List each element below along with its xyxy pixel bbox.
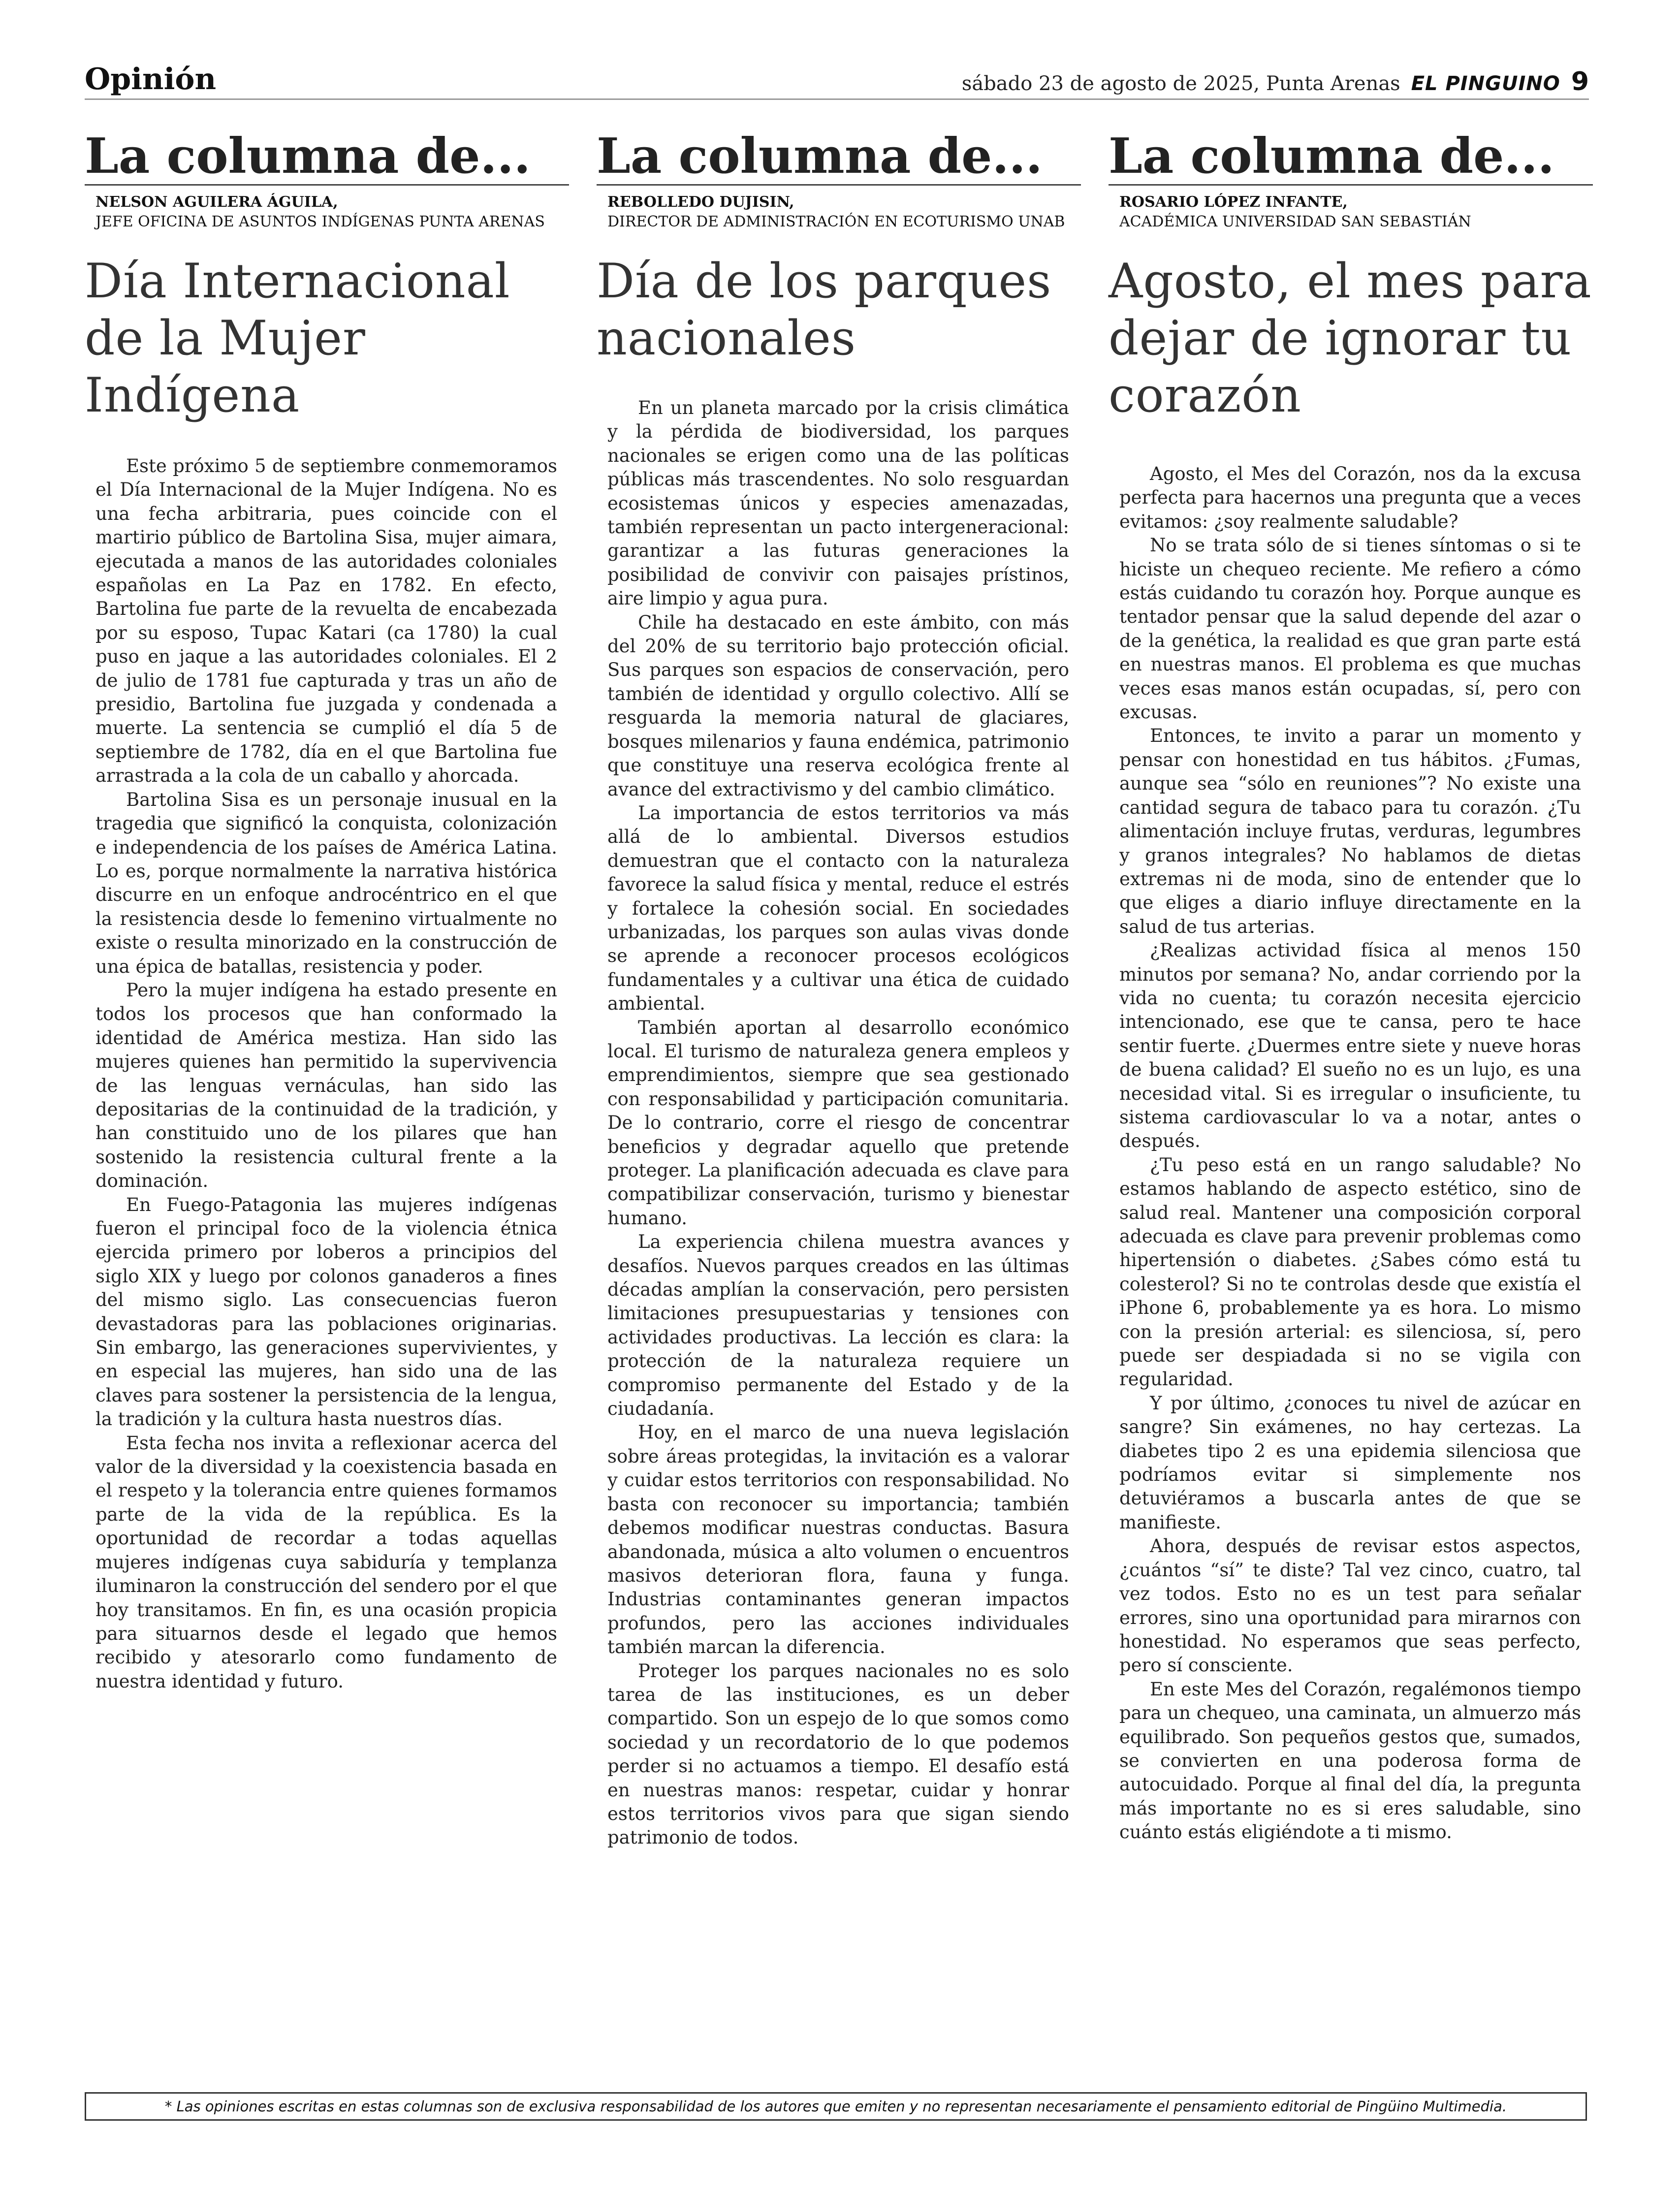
article-paragraph: También aportan al desarrollo económico local. El turismo de naturaleza genera empleos y emprendimientos, siempre que sea gestionado con responsabilidad y participación comunitaria. De lo contrario, corre el riesgo de concentrar beneficios y degradar aquello que pretende proteger. La planificación adecuada es clave para compatibilizar conservación, turismo y bienestar humano. xyxy=(607,1017,1069,1229)
article-title: Día Internacional de la Mujer Indígena xyxy=(85,254,510,423)
opinion-column-1 xyxy=(85,129,569,1693)
article-paragraph: Hoy, en el marco de una nueva legislación sobre áreas protegidas, la invitación es a valorar y cuidar estos territorios con responsabilidad. No basta con reconocer su importancia; también debemos modificar nuestras conductas. Basura abandonada, música a alto volumen o encuentros masivos deterioran flora, fauna y funga. Industrias contaminantes generan impactos profundos, pero las acciones individuales también marcan la diferencia. xyxy=(607,1422,1069,1658)
article-body xyxy=(95,454,557,1693)
article-paragraph: ¿Tu peso está en un rango saludable? No estamos hablando de aspecto estético, sino de salud real. Mantener una composición corporal adecuada es clave para prevenir problemas como hipertensión o diabetes. ¿Sabes cómo está tu colesterol? Si no te controlas desde que existía el iPhone 6, probablemente ya es hora. Lo mismo con la presión arterial: es silenciosa, sí, pero puede ser despiadada si no se vigila con regularidad. xyxy=(1119,1154,1581,1390)
article-title: Día de los parques nacionales xyxy=(597,254,1052,366)
header-meta xyxy=(962,67,1589,96)
opinion-column-3 xyxy=(1109,129,1593,1845)
article-paragraph: Agosto, el Mes del Corazón, nos da la excusa perfecta para hacernos una pregunta que a veces evitamos: ¿soy realmente saludable? xyxy=(1119,463,1581,532)
article-paragraph: Esta fecha nos invita a reflexionar acerca del valor de la diversidad y la coexistencia basada en el respeto y la tolerancia entre quienes formamos parte de la vida de la república. Es la oportunidad de recordar a todas aquellas mujeres indígenas cuya sabiduría y templanza iluminaron la construcción del sendero por el que hoy transitamos. En fin, es una ocasión propicia para situarnos desde el legado que hemos recibido y atesorarlo como fundamento de nuestra identidad y futuro. xyxy=(95,1432,557,1692)
article-title: Agosto, el mes para dejar de ignorar tu corazón xyxy=(1109,254,1592,423)
article-paragraph: Chile ha destacado en este ámbito, con más del 20% de su territorio bajo protección oficial. Sus parques son espacios de conservación, pero también de identidad y orgullo colectivo. Allí se resguarda la memoria natural de glaciares, bosques milenarios y fauna endémica, patrimonio que constituye una reserva ecológica frente al avance del extractivismo y del cambio climático. xyxy=(607,611,1069,800)
article-paragraph: En Fuego-Patagonia las mujeres indígenas fueron el principal foco de la violencia étnica ejercida primero por loberos a principios del siglo XIX y luego por colonos ganaderos a fines del mismo siglo. Las consecuencias fueron devastadoras para las poblaciones originarias. Sin embargo, las generaciones supervivientes, y en especial las mujeres, han sido una de las claves para sostener la persistencia de la lengua, la tradición y la cultura hasta nuestros días. xyxy=(95,1194,557,1430)
author-byline xyxy=(607,192,1081,232)
column-heading: La columna de... xyxy=(1109,129,1593,186)
article-paragraph: La experiencia chilena muestra avances y desafíos. Nuevos parques creados en las últimas décadas amplían la conservación, pero persisten limitaciones presupuestarias y tensiones con actividades productivas. La lección es clara: la protección de la naturaleza requiere un compromiso permanente del Estado y de la ciudadanía. xyxy=(607,1231,1069,1420)
author-role: ACADÉMICA UNIVERSIDAD SAN SEBASTIÁN xyxy=(1119,213,1471,230)
author-name: NELSON AGUILERA ÁGUILA, xyxy=(95,193,338,211)
page-number: 9 xyxy=(1571,67,1589,96)
article-paragraph: Bartolina Sisa es un personaje inusual en la tragedia que significó la conquista, colonización e independencia de los países de América Latina. Lo es, porque normalmente la narrativa histórica discurre en un enfoque androcéntrico en el que la resistencia desde lo femenino virtualmente no existe o resulta minorizado en la construcción de una épica de batallas, resistencia y poder. xyxy=(95,789,557,977)
author-name: REBOLLEDO DUJISIN, xyxy=(607,193,794,211)
article-paragraph: La importancia de estos territorios va más allá de lo ambiental. Diversos estudios demuestran que el contacto con la naturaleza favorece la salud física y mental, reduce el estrés y fortalece la cohesión social. En sociedades urbanizadas, los parques son aulas vivas donde se aprende a reconocer procesos ecológicos fundamentales y a cultivar una ética de cuidado ambiental. xyxy=(607,802,1069,1015)
article-body xyxy=(1119,462,1581,1845)
newspaper-logo: EL PINGUINO xyxy=(1411,72,1560,95)
disclaimer-box xyxy=(85,2092,1587,2121)
article-paragraph: Este próximo 5 de septiembre conmemoramos el Día Internacional de la Mujer Indígena. No es una fecha arbitraria, pues coincide con el martirio público de Bartolina Sisa, mujer aimara, ejecutada a manos de las autoridades coloniales españolas en La Paz en 1782. En efecto, Bartolina fue parte de la revuelta de encabezada por su esposo, Tupac Katari (ca 1780) la cual puso en jaque a las autoridades coloniales. El 2 de julio de 1781 fue capturada y tras un año de presidio, Bartolina fue juzgada y condenada a muerte. La sentencia se cumplió el día 5 de septiembre de 1782, día en el que Bartolina fue arrastrada a la cola de un caballo y ahorcada. xyxy=(95,455,557,787)
author-byline xyxy=(1119,192,1593,232)
author-byline xyxy=(95,192,569,232)
page-header xyxy=(85,63,1589,100)
article-paragraph: Ahora, después de revisar estos aspectos, ¿cuántos “sí” te diste? Tal vez cinco, cuatro, tal vez todos. Esto no es un test para señalar errores, sino una oportunidad para mirarnos con honestidad. No esperamos que seas perfecto, pero sí consciente. xyxy=(1119,1535,1581,1676)
column-heading: La columna de... xyxy=(597,129,1081,186)
author-role: JEFE OFICINA DE ASUNTOS INDÍGENAS PUNTA ARENAS xyxy=(95,213,545,230)
article-paragraph: ¿Realizas actividad física al menos 150 minutos por semana? No, andar corriendo por la vida no cuenta; tu corazón necesita ejercicio intencionado, ese que te cansa, pero te hace sentir fuerte. ¿Duermes entre siete y nueve horas de buena calidad? El sueño no es un lujo, es una necesidad vital. Si es irregular o insuficiente, tu sistema cardiovascular lo va a notar, antes o después. xyxy=(1119,940,1581,1152)
article-paragraph: Pero la mujer indígena ha estado presente en todos los procesos que han conformado la identidad de América mestiza. Han sido las mujeres quienes han permitido la supervivencia de las lenguas vernáculas, han sido las depositarias de la continuidad de la tradición, y han constituido uno de los pilares que han sostenido la resistencia cultural frente a la dominación. xyxy=(95,979,557,1192)
section-name: Opinión xyxy=(85,62,217,96)
article-paragraph: Entonces, te invito a parar un momento y pensar con honestidad en tus hábitos. ¿Fumas, aunque sea “sólo en reuniones”? No existe una cantidad segura de tabaco para tu corazón. ¿Tu alimentación incluye frutas, verduras, legumbres y granos integrales? No hablamos de dietas extremas ni de moda, sino de entender que lo que eliges a diario influye directamente en la salud de tus arterias. xyxy=(1119,725,1581,937)
column-heading: La columna de... xyxy=(85,129,569,186)
disclaimer-text: * Las opiniones escritas en estas columnas son de exclusiva responsabilidad de los autores que emiten y no representan necesariamente el pensamiento editorial de Pingüino Multimedia. xyxy=(164,2098,1507,2115)
article-paragraph: Y por último, ¿conoces tu nivel de azúcar en sangre? Sin exámenes, no hay certezas. La diabetes tipo 2 es una epidemia silenciosa que podríamos evitar si simplemente nos detuviéramos a buscarla antes de que se manifieste. xyxy=(1119,1392,1581,1533)
article-body xyxy=(607,396,1069,1850)
article-paragraph: No se trata sólo de si tienes síntomas o si te hiciste un chequeo reciente. Me refiero a cómo estás cuidando tu corazón hoy. Porque aunque es tentador pensar que la salud depende del azar o de la genética, la realidad es que gran parte está en nuestras manos. El problema es que muchas veces esas manos están ocupadas, sí, pero con excusas. xyxy=(1119,535,1581,723)
author-role: DIRECTOR DE ADMINISTRACIÓN EN ECOTURISMO UNAB xyxy=(607,213,1065,230)
date-location: sábado 23 de agosto de 2025, Punta Arenas xyxy=(961,72,1400,95)
article-paragraph: En este Mes del Corazón, regalémonos tiempo para un chequeo, una caminata, un almuerzo más equilibrado. Son pequeños gestos que, sumados, se convierten en una poderosa forma de autocuidado. Porque al final del día, la pregunta más importante no es si eres saludable, sino cuánto estás eligiéndote a ti mismo. xyxy=(1119,1678,1581,1843)
article-paragraph: En un planeta marcado por la crisis climática y la pérdida de biodiversidad, los parques nacionales se erigen como una de las políticas públicas más trascendentes. No solo resguardan ecosistemas únicos y especies amenazadas, también representan un pacto intergeneracional: garantizar a las futuras generaciones la posibilidad de convivir con paisajes prístinos, aire limpio y agua pura. xyxy=(607,397,1069,609)
author-name: ROSARIO LÓPEZ INFANTE, xyxy=(1119,193,1348,211)
article-paragraph: Proteger los parques nacionales no es solo tarea de las instituciones, es un deber compartido. Son un espejo de lo que somos como sociedad y un recordatorio de lo que podemos perder si no actuamos a tiempo. El desafío está en nuestras manos: respetar, cuidar y honrar estos territorios vivos para que sigan siendo patrimonio de todos. xyxy=(607,1660,1069,1848)
opinion-column-2 xyxy=(597,129,1081,1850)
